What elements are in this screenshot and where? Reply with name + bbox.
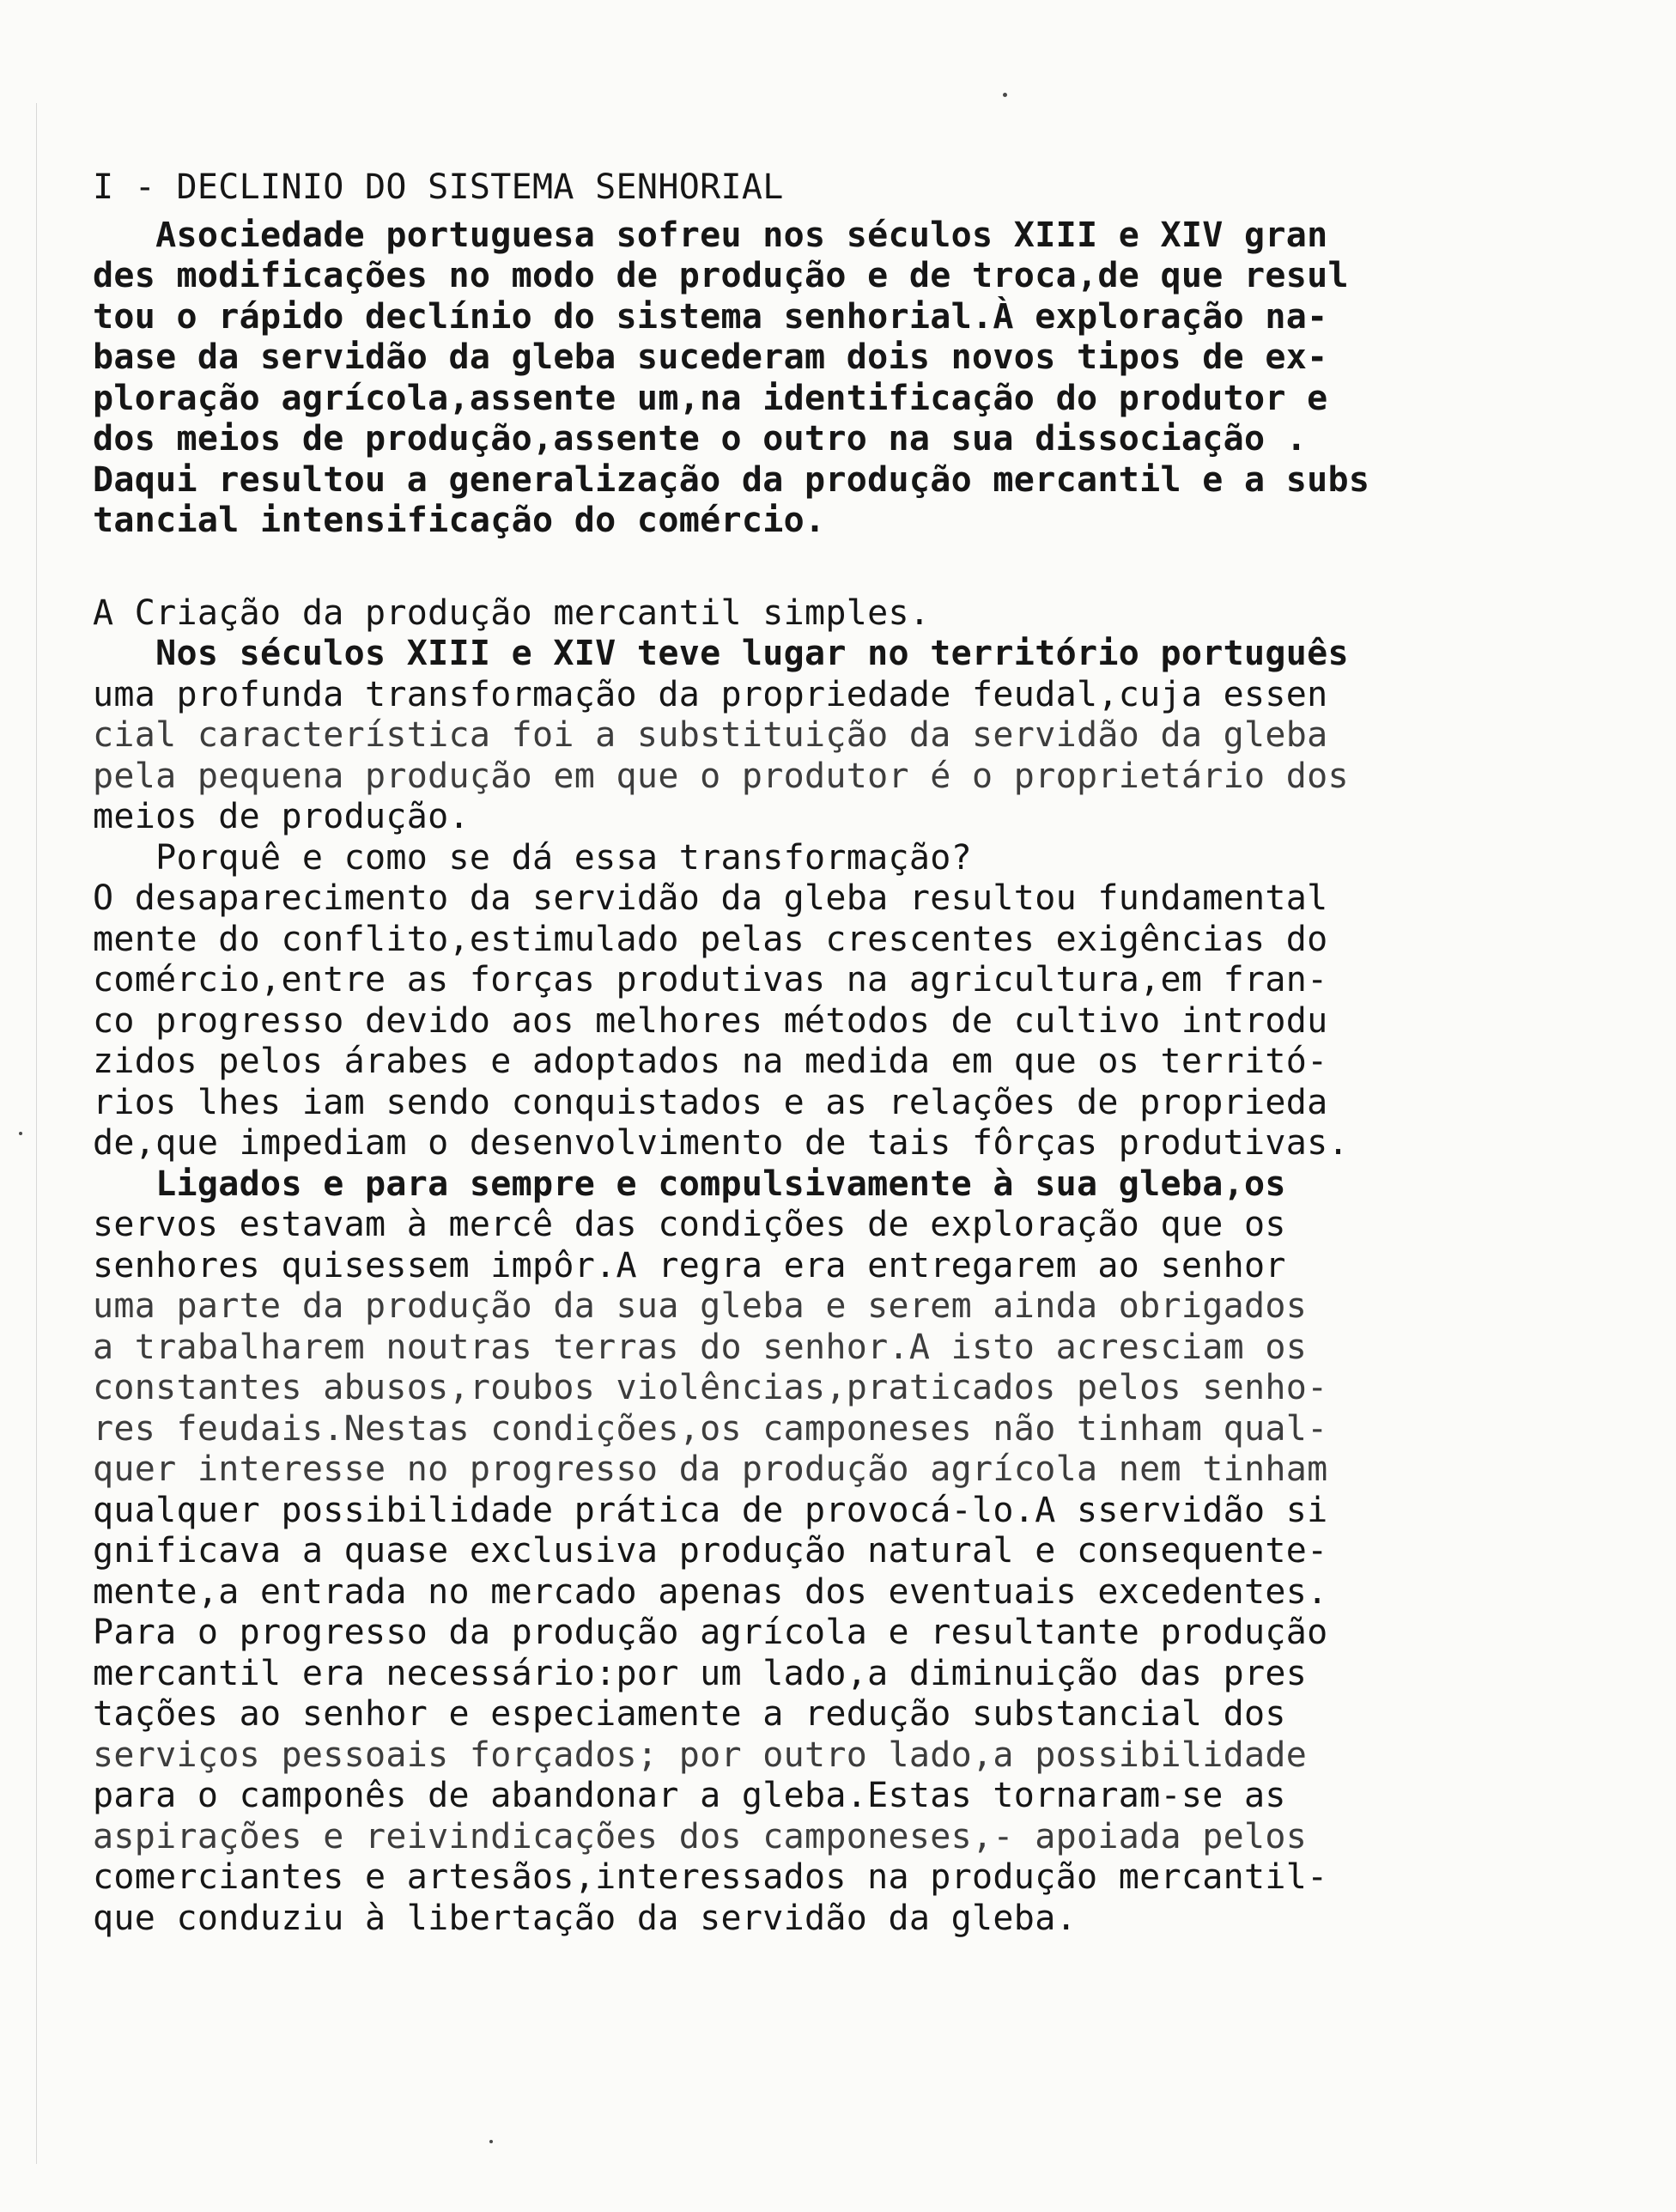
text-line: serviços pessoais forçados; por outro lado,a possibilidade	[93, 1735, 1308, 1775]
ink-speck	[19, 1132, 22, 1135]
text-line: a trabalharem noutras terras do senhor.A isto acresciam os	[93, 1327, 1308, 1367]
ink-speck	[1003, 93, 1007, 97]
text-line: co progresso devido aos melhores métodos de cultivo introdu	[93, 1000, 1328, 1041]
text-line: mercantil era necessário:por um lado,a diminuição das pres	[93, 1653, 1308, 1693]
text-line: mente,a entrada no mercado apenas dos eventuais excedentes.	[93, 1571, 1328, 1612]
text-line: servos estavam à mercê das condições de exploração que os	[93, 1205, 1286, 1244]
text-line: tou o rápido declínio do sistema senhorial.À exploração na-	[93, 296, 1328, 337]
text-line: qualquer possibilidade prática de provocá-lo.A sservidão si	[93, 1490, 1328, 1530]
document-title: I - DECLINIO DO SISTEMA SENHORIAL	[93, 167, 784, 207]
text-line: pela pequena produção em que o produtor é o proprietário dos	[93, 756, 1349, 796]
text-line: para o camponês de abandonar a gleba.Estas tornaram-se as	[93, 1776, 1286, 1815]
text-line: quer interesse no progresso da produção agrícola nem tinham	[93, 1449, 1328, 1489]
text-line: gnificava a quase exclusiva produção natural e consequente-	[93, 1531, 1328, 1571]
text-line: base da servidão da gleba sucederam dois novos tipos de ex-	[93, 337, 1328, 377]
text-line: dos meios de produção,assente o outro na sua dissociação .	[93, 419, 1308, 459]
text-line: comerciantes e artesãos,interessados na produção mercantil-	[93, 1857, 1328, 1897]
text-line: que conduziu à libertação da servidão da gleba.	[93, 1898, 1077, 1938]
section-heading: A Criação da produção mercantil simples.	[93, 592, 931, 633]
text-line: uma profunda transformação da propriedade feudal,cuja essen	[93, 674, 1328, 714]
text-line: Daqui resultou a generalização da produção mercantil e a subs	[93, 459, 1370, 500]
text-line: tações ao senhor e especiamente a redução substancial dos	[93, 1694, 1286, 1734]
text-line: Ligados e para sempre e compulsivamente à sua gleba,os	[93, 1164, 1286, 1204]
text-line: cial característica foi a substituição da servidão da gleba	[93, 715, 1328, 755]
text-line: uma parte da produção da sua gleba e serem ainda obrigados	[93, 1286, 1308, 1326]
text-line: Porquê e como se dá essa transformação?	[93, 837, 973, 878]
text-line: res feudais.Nestas condições,os camponeses não tinham qual-	[93, 1408, 1328, 1449]
text-line: rios lhes iam sendo conquistados e as relações de proprieda	[93, 1082, 1328, 1122]
text-line: constantes abusos,roubos violências,praticados pelos senho-	[93, 1368, 1328, 1407]
text-line: O desaparecimento da servidão da gleba resultou fundamental	[93, 878, 1328, 918]
text-line: comércio,entre as forças produtivas na agricultura,em fran-	[93, 960, 1328, 1000]
text-line: de,que impediam o desenvolvimento de tais fôrças produtivas.	[93, 1123, 1349, 1163]
text-line: aspirações e reivindicações dos camponeses,- apoiada pelos	[93, 1816, 1308, 1856]
section-body	[93, 634, 1638, 1939]
text-line: zidos pelos árabes e adoptados na medida em que os territó-	[93, 1042, 1328, 1081]
text-line: Asociedade portuguesa sofreu nos séculos XIII e XIV gran	[93, 215, 1328, 255]
text-line: ploração agrícola,assente um,na identificação do produtor e	[93, 378, 1328, 418]
typewritten-text	[93, 167, 1638, 1939]
text-line: mente do conflito,estimulado pelas crescentes exigências do	[93, 919, 1328, 959]
text-line: des modificações no modo de produção e de troca,de que resul	[93, 256, 1349, 295]
text-line: meios de produção.	[93, 797, 470, 836]
text-line: Nos séculos XIII e XIV teve lugar no território português	[93, 634, 1349, 673]
text-line: senhores quisessem impôr.A regra era entregarem ao senhor	[93, 1245, 1286, 1285]
text-line: Para o progresso da produção agrícola e resultante produção	[93, 1613, 1328, 1652]
left-margin-scan-line	[36, 103, 37, 2164]
intro-paragraph	[93, 216, 1638, 542]
text-line: tancial intensificação do comércio.	[93, 501, 826, 540]
ink-speck	[489, 2140, 493, 2143]
